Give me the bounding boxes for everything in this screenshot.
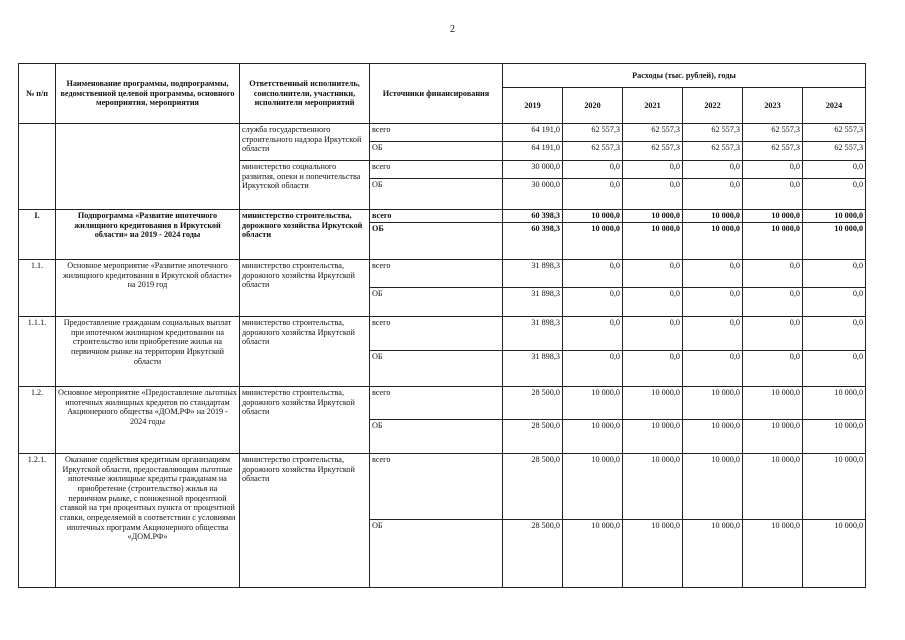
row-value: 0,0 (743, 351, 803, 387)
row-value: 62 557,3 (803, 124, 866, 142)
row-responsible: министерство строительства, дорожного хозяйства Иркутской области (240, 260, 370, 317)
row-value: 0,0 (683, 288, 743, 317)
row-value: 0,0 (683, 260, 743, 288)
row-num: 1.1.1. (19, 317, 56, 387)
row-value: 10 000,0 (803, 223, 866, 260)
row-source: ОБ (370, 420, 503, 454)
table-row (19, 124, 866, 142)
row-value: 10 000,0 (683, 223, 743, 260)
row-source: всего (370, 124, 503, 142)
row-value: 0,0 (683, 351, 743, 387)
row-value: 0,0 (803, 161, 866, 179)
row-value: 60 398,3 (503, 210, 563, 223)
row-value: 31 898,3 (503, 260, 563, 288)
row-source: всего (370, 161, 503, 179)
row-value: 0,0 (683, 179, 743, 210)
row-value: 31 898,3 (503, 288, 563, 317)
table-row (19, 317, 866, 351)
row-value: 10 000,0 (623, 520, 683, 588)
row-source: ОБ (370, 351, 503, 387)
row-source: ОБ (370, 288, 503, 317)
table-row (19, 210, 866, 223)
row-source: всего (370, 260, 503, 288)
header-num: № п/п (19, 64, 56, 124)
header-source: Источники финансирования (370, 64, 503, 124)
row-value: 64 191,0 (503, 124, 563, 142)
row-value: 0,0 (623, 179, 683, 210)
row-value: 62 557,3 (623, 124, 683, 142)
row-num: I. (19, 210, 56, 260)
row-value: 10 000,0 (563, 454, 623, 520)
row-value: 30 000,0 (503, 161, 563, 179)
row-responsible: министерство строительства, дорожного хозяйства Иркутской области (240, 317, 370, 387)
row-source: всего (370, 317, 503, 351)
row-value: 10 000,0 (743, 420, 803, 454)
row-source: всего (370, 210, 503, 223)
row-value: 0,0 (563, 351, 623, 387)
row-value: 10 000,0 (683, 210, 743, 223)
row-value: 0,0 (563, 161, 623, 179)
table-row (19, 454, 866, 520)
row-value: 0,0 (683, 317, 743, 351)
row-value: 62 557,3 (683, 124, 743, 142)
header-responsible: Ответственный исполнитель, соисполнители, участники, исполнители мероприятий (240, 64, 370, 124)
row-value: 31 898,3 (503, 317, 563, 351)
row-value: 10 000,0 (623, 210, 683, 223)
row-value: 10 000,0 (803, 420, 866, 454)
row-value: 10 000,0 (803, 210, 866, 223)
row-value: 0,0 (623, 161, 683, 179)
row-value: 60 398,3 (503, 223, 563, 260)
row-value: 31 898,3 (503, 351, 563, 387)
row-num: 1.2. (19, 387, 56, 454)
row-value: 0,0 (563, 288, 623, 317)
row-value: 0,0 (683, 161, 743, 179)
row-value: 10 000,0 (623, 387, 683, 420)
row-value: 10 000,0 (563, 223, 623, 260)
row-value: 10 000,0 (803, 520, 866, 588)
row-value: 62 557,3 (563, 124, 623, 142)
row-name (56, 124, 240, 210)
row-name: Подпрограмма «Развитие ипотечного жилищного кредитования в Иркутской области» на 2019 - 2024 годы (56, 210, 240, 260)
row-value: 10 000,0 (683, 454, 743, 520)
header-year: 2021 (623, 88, 683, 124)
row-value: 0,0 (803, 260, 866, 288)
row-value: 10 000,0 (563, 387, 623, 420)
row-value: 62 557,3 (743, 124, 803, 142)
header-year: 2024 (803, 88, 866, 124)
row-responsible: министерство строительства, дорожного хозяйства Иркутской области (240, 210, 370, 260)
row-value: 62 557,3 (743, 142, 803, 161)
table-row (19, 387, 866, 420)
row-value: 0,0 (743, 317, 803, 351)
row-source: ОБ (370, 520, 503, 588)
row-source: всего (370, 454, 503, 520)
header-year: 2019 (503, 88, 563, 124)
row-value: 10 000,0 (563, 420, 623, 454)
row-value: 10 000,0 (563, 210, 623, 223)
row-num: 1.2.1. (19, 454, 56, 588)
row-value: 62 557,3 (623, 142, 683, 161)
row-value: 62 557,3 (683, 142, 743, 161)
row-responsible: служба государственного строительного надзора Иркутской области (240, 124, 370, 161)
row-name: Оказание содействия кредитным организациям Иркутской области, предоставляющим льготные ипотечные жилищные кредиты гражданам на приобретение (строительство) жилья на первичном рынке, с пониженной процентной ставкой на три процентных пункта от процентной ставки, определяемой в соответствии с условиями ипотечных программ Акционерного общества «ДОМ.РФ» (56, 454, 240, 588)
row-value: 10 000,0 (683, 420, 743, 454)
row-value: 64 191,0 (503, 142, 563, 161)
row-source: всего (370, 387, 503, 420)
row-source: ОБ (370, 142, 503, 161)
header-name: Наименование программы, подпрограммы, ведомственной целевой программы, основного мероприятия, мероприятия (56, 64, 240, 124)
row-num (19, 124, 56, 210)
row-value: 10 000,0 (743, 454, 803, 520)
row-name: Основное мероприятие «Предоставление льготных ипотечных жилищных кредитов по стандартам Акционерного общества «ДОМ.РФ» на 2019 - 2024 годы (56, 387, 240, 454)
row-source: ОБ (370, 179, 503, 210)
row-value: 28 500,0 (503, 454, 563, 520)
page-number: 2 (450, 24, 455, 35)
header-expenses: Расходы (тыс. рублей), годы (503, 64, 866, 88)
header-year: 2023 (743, 88, 803, 124)
table-row (19, 260, 866, 288)
row-value: 10 000,0 (803, 454, 866, 520)
row-value: 62 557,3 (803, 142, 866, 161)
row-num: 1.1. (19, 260, 56, 317)
row-value: 0,0 (743, 260, 803, 288)
row-value: 0,0 (803, 317, 866, 351)
row-value: 62 557,3 (563, 142, 623, 161)
row-value: 10 000,0 (623, 420, 683, 454)
row-name: Предоставление гражданам социальных выплат при ипотечном жилищном кредитовании на строительство или приобретение жилья на первичном рынке на территории Иркутской области (56, 317, 240, 387)
row-value: 10 000,0 (623, 454, 683, 520)
row-value: 0,0 (623, 351, 683, 387)
row-responsible: министерство строительства, дорожного хозяйства Иркутской области (240, 387, 370, 454)
row-value: 0,0 (743, 161, 803, 179)
row-source: ОБ (370, 223, 503, 260)
row-value: 30 000,0 (503, 179, 563, 210)
row-value: 10 000,0 (743, 520, 803, 588)
row-value: 28 500,0 (503, 420, 563, 454)
row-value: 0,0 (743, 288, 803, 317)
header-year: 2022 (683, 88, 743, 124)
row-value: 10 000,0 (743, 387, 803, 420)
row-value: 10 000,0 (683, 387, 743, 420)
row-value: 0,0 (623, 317, 683, 351)
row-value: 0,0 (563, 317, 623, 351)
row-value: 0,0 (623, 260, 683, 288)
row-value: 10 000,0 (743, 223, 803, 260)
header-year: 2020 (563, 88, 623, 124)
row-value: 10 000,0 (563, 520, 623, 588)
row-value: 0,0 (803, 179, 866, 210)
row-value: 0,0 (563, 260, 623, 288)
row-value: 10 000,0 (623, 223, 683, 260)
row-responsible: министерство социального развития, опеки и попечительства Иркутской области (240, 161, 370, 210)
row-value: 10 000,0 (683, 520, 743, 588)
row-value: 0,0 (803, 351, 866, 387)
budget-table (18, 63, 866, 588)
row-value: 10 000,0 (743, 210, 803, 223)
row-value: 0,0 (563, 179, 623, 210)
row-value: 28 500,0 (503, 387, 563, 420)
row-value: 0,0 (743, 179, 803, 210)
row-value: 0,0 (803, 288, 866, 317)
row-value: 10 000,0 (803, 387, 866, 420)
row-responsible: министерство строительства, дорожного хозяйства Иркутской области (240, 454, 370, 588)
row-value: 28 500,0 (503, 520, 563, 588)
row-name: Основное мероприятие «Развитие ипотечного жилищного кредитования в Иркутской области» на 2019 год (56, 260, 240, 317)
row-value: 0,0 (623, 288, 683, 317)
